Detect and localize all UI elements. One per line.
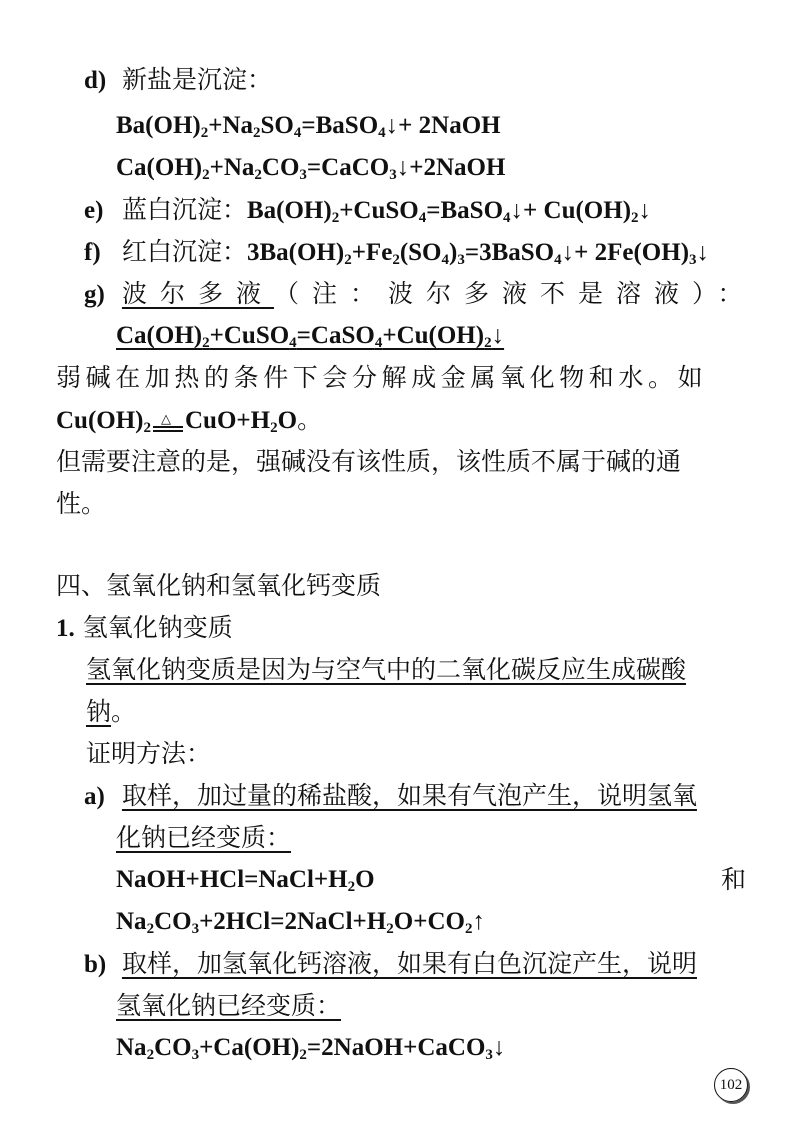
formula-part: +Cu(OH)	[382, 322, 485, 349]
section-heading: 四、氢氧化钠和氢氧化钙变质	[56, 571, 382, 600]
subscript: 2	[299, 1047, 307, 1063]
subscript: 2	[344, 252, 352, 268]
subscript: 4	[554, 252, 562, 268]
equation	[116, 108, 501, 144]
heat-condition-icon	[151, 412, 185, 432]
item-b	[84, 946, 697, 983]
item-f	[84, 234, 709, 271]
formula-part: Na	[116, 1034, 147, 1061]
formula-part: CO	[154, 908, 192, 935]
page-number: 102	[714, 1068, 748, 1102]
item-label: f)	[84, 239, 101, 266]
subscript: 2	[270, 420, 278, 436]
item-title: 新盐是沉淀：	[121, 65, 272, 94]
formula-part: CO	[261, 154, 300, 181]
subscript: 4	[378, 125, 386, 141]
subscript: 4	[418, 210, 427, 226]
item-label: d)	[84, 67, 107, 94]
equation	[247, 197, 651, 224]
item-text: 取样，加氢氧化钙溶液，如果有白色沉淀产生，说明	[121, 949, 697, 978]
formula-part: Na	[116, 908, 147, 935]
item-title: 蓝白沉淀：	[121, 195, 247, 224]
formula-part: SO	[260, 112, 294, 139]
formula-part: ↓	[491, 322, 505, 349]
subscript: 2	[202, 167, 210, 183]
subscript: 2	[331, 210, 340, 226]
subscript: 3	[191, 921, 200, 937]
subscript: 2	[631, 210, 639, 226]
paragraph-weak-base-eq	[56, 402, 322, 439]
formula-part: +CuSO	[339, 197, 419, 224]
equation	[116, 904, 485, 940]
proof-heading: 证明方法：	[86, 739, 212, 768]
item-a	[84, 778, 697, 815]
formula-part: O	[355, 866, 375, 893]
paragraph-weak-base: 弱碱在加热的条件下会分解成金属氧化物和水。如	[56, 363, 708, 392]
subscript: 2	[253, 125, 261, 141]
subsection-number: 1.	[56, 615, 75, 642]
punctuation: 。	[111, 697, 137, 726]
subscript: 2	[254, 167, 262, 183]
formula-part: )	[449, 239, 458, 266]
formula-part: ↓+ 2Fe(OH)	[561, 239, 690, 266]
formula-part: ↓	[492, 1034, 506, 1061]
formula-part: =3BaSO	[464, 239, 555, 266]
subscript: 2	[392, 252, 400, 268]
item-label: e)	[84, 197, 104, 224]
formula-part: O	[277, 407, 298, 434]
formula-part: ↓	[638, 197, 652, 224]
formula-part: ↑	[472, 908, 485, 935]
formula-part: =BaSO	[301, 112, 379, 139]
formula-part: (SO	[399, 239, 442, 266]
item-e	[84, 192, 651, 229]
paragraph-note-line1: 但需要注意的是，强碱没有该性质，该性质不属于碱的通	[56, 447, 682, 476]
item-note: （注：波尔多液不是溶液）：	[273, 279, 756, 308]
formula-part: +Na	[209, 154, 255, 181]
punctuation: 。	[297, 405, 323, 434]
subscript: 4	[503, 210, 511, 226]
item-text-cont: 化钠已经变质：	[116, 823, 292, 852]
formula-part: =BaSO	[426, 197, 504, 224]
conjunction: 和	[720, 865, 746, 894]
formula-part: +Na	[208, 112, 254, 139]
equation	[116, 150, 505, 186]
subscript: 4	[289, 335, 297, 351]
equation	[247, 239, 709, 266]
reason-line2	[86, 694, 136, 730]
formula-part: O+CO	[393, 908, 465, 935]
subscript: 2	[484, 335, 492, 351]
item-label: g)	[84, 281, 105, 308]
item-title: 红白沉淀：	[121, 237, 247, 266]
equation	[116, 318, 504, 354]
formula-part: +Fe	[351, 239, 393, 266]
formula-part: CuO+H	[185, 407, 271, 434]
item-g	[84, 276, 755, 313]
subscript: 2	[146, 1047, 155, 1063]
delta-symbol: △	[161, 411, 171, 427]
formula-part: =CaSO	[296, 322, 375, 349]
subscript: 3	[485, 1047, 493, 1063]
item-label: a)	[84, 783, 105, 810]
subscript: 2	[386, 921, 394, 937]
formula-part: ↓	[696, 239, 710, 266]
subsection-heading	[56, 610, 233, 647]
subscript: 3	[191, 1047, 200, 1063]
formula-part: =CaCO	[306, 154, 390, 181]
item-d	[84, 62, 272, 99]
formula-part: ↓+ 2NaOH	[385, 112, 501, 139]
item-text: 取样，加过量的稀盐酸，如果有气泡产生，说明氢氧	[121, 781, 697, 810]
subscript: 3	[389, 167, 397, 183]
subscript: 4	[374, 335, 383, 351]
equation	[56, 407, 297, 434]
equation	[116, 862, 375, 898]
item-label: b)	[84, 951, 107, 978]
formula-part: Cu(OH)	[56, 407, 144, 434]
subscript: 3	[689, 252, 697, 268]
subscript: 4	[293, 125, 302, 141]
equation-row	[116, 862, 746, 898]
reason-line1: 氢氧化钠变质是因为与空气中的二氧化碳反应生成碳酸	[86, 655, 687, 684]
formula-part: ↓+ Cu(OH)	[510, 197, 632, 224]
subscript: 2	[146, 921, 155, 937]
subscript: 2	[464, 921, 473, 937]
subscript: 2	[143, 420, 151, 436]
formula-part: +CuSO	[209, 322, 290, 349]
formula-part: Ca(OH)	[116, 322, 203, 349]
formula-part: ↓+2NaOH	[396, 154, 506, 181]
formula-part: +2HCl=2NaCl+H	[199, 908, 387, 935]
formula-part: Ba(OH)	[116, 112, 201, 139]
formula-part: Ca(OH)	[116, 154, 203, 181]
subscript: 3	[299, 167, 307, 183]
formula-part: NaOH+HCl=NaCl+H	[116, 866, 348, 893]
item-text-cont: 氢氧化钠已经变质：	[116, 991, 342, 1020]
subscript: 2	[347, 879, 356, 895]
subscript: 3	[457, 252, 465, 268]
formula-part: +Ca(OH)	[199, 1034, 300, 1061]
formula-part: 3Ba(OH)	[246, 239, 345, 266]
subscript: 2	[200, 125, 209, 141]
subsection-title: 氢氧化钠变质	[82, 613, 233, 642]
paragraph-note-line2: 性。	[56, 489, 107, 518]
subscript: 2	[202, 335, 210, 351]
equation	[116, 1030, 505, 1066]
formula-part: CO	[154, 1034, 192, 1061]
item-title: 波尔多液	[121, 279, 274, 308]
subscript: 4	[441, 252, 449, 268]
reason-text: 钠	[86, 697, 112, 726]
formula-part: Ba(OH)	[246, 197, 332, 224]
formula-part: =2NaOH+CaCO	[306, 1034, 486, 1061]
